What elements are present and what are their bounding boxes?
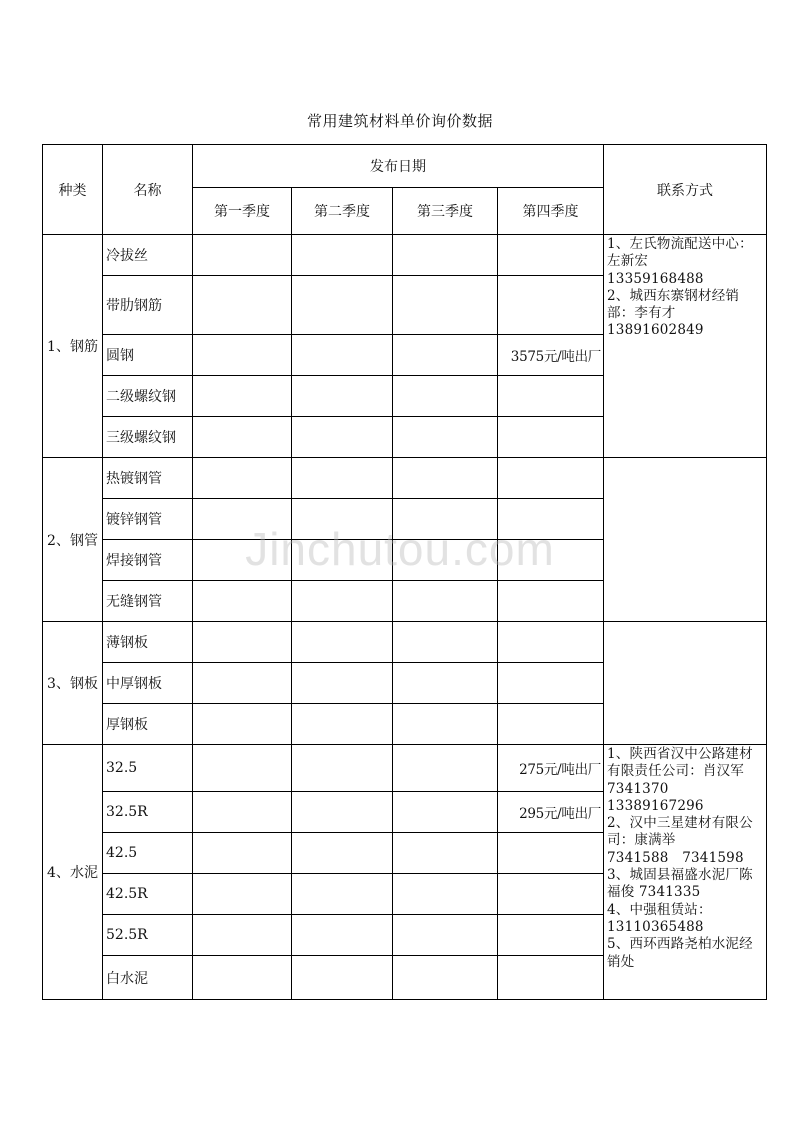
price-cell-q3 — [393, 417, 498, 458]
price-cell-q3 — [393, 956, 498, 1000]
price-cell-q4 — [498, 540, 604, 581]
material-name-cell: 冷拔丝 — [103, 235, 193, 276]
table-row — [43, 235, 767, 276]
material-name-cell: 42.5R — [103, 874, 193, 915]
price-cell-q4 — [498, 663, 604, 704]
price-cell-q2 — [292, 499, 393, 540]
material-name-cell: 42.5 — [103, 833, 193, 874]
material-name-cell: 二级螺纹钢 — [103, 376, 193, 417]
contact-line: 4、中强租赁站： — [607, 901, 712, 918]
price-cell-q3 — [393, 745, 498, 792]
price-cell-q3 — [393, 622, 498, 663]
price-cell-q2 — [292, 833, 393, 874]
price-cell-q4 — [498, 622, 604, 663]
price-cell-q3 — [393, 376, 498, 417]
page-title: 常用建筑材料单价询价数据 — [306, 112, 493, 130]
price-cell-q1 — [193, 276, 292, 335]
material-name-cell: 52.5R — [103, 915, 193, 956]
contact-cell — [604, 622, 767, 745]
price-cell-q1 — [193, 376, 292, 417]
price-cell-q4 — [498, 874, 604, 915]
price-cell-q2 — [292, 276, 393, 335]
contact-line: 13359168488 — [607, 270, 704, 287]
table-row — [43, 745, 767, 792]
price-cell-q3 — [393, 663, 498, 704]
price-cell-q1 — [193, 417, 292, 458]
price-cell-q1 — [193, 235, 292, 276]
contact-cell — [604, 458, 767, 622]
price-cell-q2 — [292, 745, 393, 792]
header-q4: 第四季度 — [498, 188, 604, 235]
price-cell-q2 — [292, 540, 393, 581]
price-cell-q4 — [498, 833, 604, 874]
price-cell-q4 — [498, 704, 604, 745]
price-cell-q3 — [393, 458, 498, 499]
contact-line: 13110365488 — [607, 918, 704, 935]
price-cell-q1 — [193, 663, 292, 704]
price-cell-q3 — [393, 276, 498, 335]
price-cell-q1 — [193, 458, 292, 499]
contact-line: 5、西环西路尧柏水泥经销处 — [607, 936, 753, 970]
material-name-cell: 三级螺纹钢 — [103, 417, 193, 458]
price-cell-q1 — [193, 499, 292, 540]
price-cell-q2 — [292, 704, 393, 745]
price-cell-q1 — [193, 915, 292, 956]
material-name-cell: 无缝钢管 — [103, 581, 193, 622]
contact-line: 1、陕西省汉中公路建材有限责任公司：肖汉军7341370 — [607, 746, 753, 797]
price-cell-q2 — [292, 335, 393, 376]
contact-line: 2、城西东寨钢材经销部：李有才 — [607, 287, 740, 322]
price-cell-q2 — [292, 581, 393, 622]
contact-line: 13389167296 — [607, 797, 704, 814]
price-cell-q2 — [292, 956, 393, 1000]
material-name-cell: 焊接钢管 — [103, 540, 193, 581]
watermark: Jinchutou.com — [245, 523, 555, 575]
price-cell-q2 — [292, 458, 393, 499]
price-cell-q2 — [292, 792, 393, 833]
header-q3: 第三季度 — [393, 188, 498, 235]
price-cell-q3 — [393, 540, 498, 581]
header-release-date: 发布日期 — [193, 145, 604, 188]
price-cell-q1 — [193, 792, 292, 833]
price-cell-q1 — [193, 622, 292, 663]
price-cell-q3 — [393, 874, 498, 915]
price-cell-q3 — [393, 335, 498, 376]
price-cell-q4 — [498, 581, 604, 622]
price-cell-q3 — [393, 833, 498, 874]
category-cell: 4、水泥 — [43, 745, 103, 1000]
price-cell-q3 — [393, 235, 498, 276]
contact-line: 7341588 7341598 — [607, 849, 744, 866]
price-cell-q1 — [193, 581, 292, 622]
category-cell: 3、钢板 — [43, 622, 103, 745]
price-cell-q4 — [498, 956, 604, 1000]
contact-cell — [604, 745, 767, 1000]
price-cell-q4 — [498, 417, 604, 458]
price-cell-q3 — [393, 581, 498, 622]
price-cell-q2 — [292, 915, 393, 956]
material-name-cell: 圆钢 — [103, 335, 193, 376]
price-cell-q4 — [498, 915, 604, 956]
header-contact: 联系方式 — [604, 145, 767, 235]
contact-line: 3、城固县福盛水泥厂陈福俊 7341335 — [607, 867, 753, 901]
header-name: 名称 — [103, 145, 193, 235]
contact-line: 1、左氏物流配送中心：左新宏 — [607, 236, 753, 270]
price-cell-q2 — [292, 417, 393, 458]
price-cell-q3 — [393, 792, 498, 833]
material-name-cell: 镀锌钢管 — [103, 499, 193, 540]
material-name-cell: 带肋钢筋 — [103, 276, 193, 335]
material-name-cell: 热镀钢管 — [103, 458, 193, 499]
price-cell-q2 — [292, 622, 393, 663]
price-cell-q3 — [393, 915, 498, 956]
material-name-cell: 32.5 — [103, 745, 193, 792]
price-cell-q1 — [193, 833, 292, 874]
price-cell-q4: 275元/吨出厂 — [498, 745, 604, 792]
contact-line: 13891602849 — [607, 322, 704, 339]
contact-line: 2、汉中三星建材有限公司：康满举 — [607, 815, 753, 849]
category-cell: 1、钢筋 — [43, 235, 103, 458]
price-cell-q4: 3575元/吨出厂 — [498, 335, 604, 376]
material-name-cell: 中厚钢板 — [103, 663, 193, 704]
material-name-cell: 32.5R — [103, 792, 193, 833]
material-name-cell: 厚钢板 — [103, 704, 193, 745]
price-cell-q1 — [193, 956, 292, 1000]
price-cell-q2 — [292, 663, 393, 704]
price-cell-q4: 295元/吨出厂 — [498, 792, 604, 833]
price-cell-q4 — [498, 235, 604, 276]
price-cell-q4 — [498, 458, 604, 499]
price-cell-q1 — [193, 335, 292, 376]
price-cell-q2 — [292, 376, 393, 417]
price-cell-q2 — [292, 235, 393, 276]
price-cell-q3 — [393, 499, 498, 540]
header-category: 种类 — [43, 145, 103, 235]
table-row — [43, 622, 767, 663]
price-cell-q2 — [292, 874, 393, 915]
table-row — [43, 458, 767, 499]
price-table — [42, 144, 767, 1000]
header-q1: 第一季度 — [193, 188, 292, 235]
price-cell-q4 — [498, 499, 604, 540]
material-name-cell: 白水泥 — [103, 956, 193, 1000]
price-cell-q1 — [193, 874, 292, 915]
price-cell-q4 — [498, 276, 604, 335]
material-name-cell: 薄钢板 — [103, 622, 193, 663]
contact-cell — [604, 235, 767, 458]
price-cell-q3 — [393, 704, 498, 745]
price-cell-q1 — [193, 704, 292, 745]
header-q2: 第二季度 — [292, 188, 393, 235]
price-cell-q1 — [193, 745, 292, 792]
category-cell: 2、钢管 — [43, 458, 103, 622]
price-cell-q1 — [193, 540, 292, 581]
price-cell-q4 — [498, 376, 604, 417]
